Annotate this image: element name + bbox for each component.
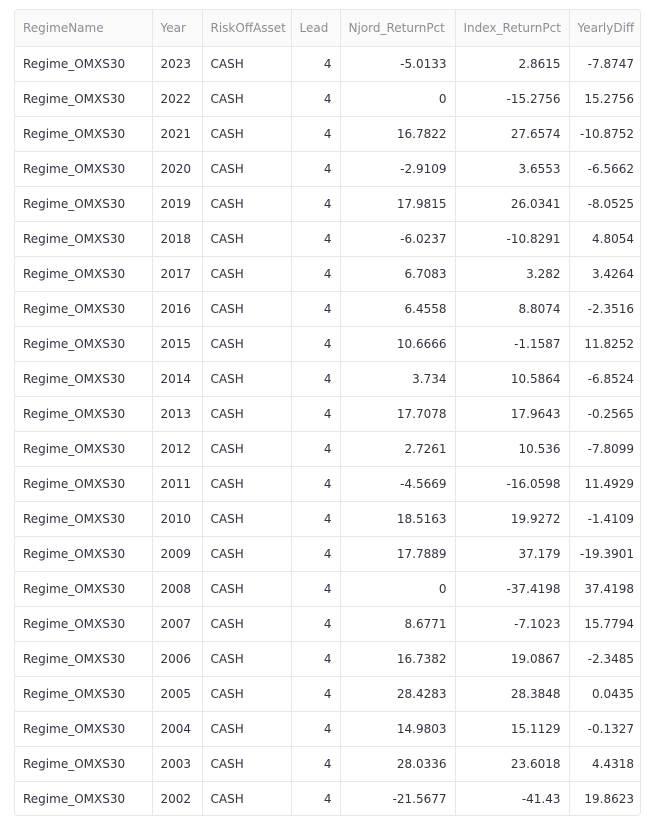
cell-yearlydiff[interactable]: -7.8099 [569, 431, 641, 466]
cell-yearlydiff[interactable]: -0.2565 [569, 396, 641, 431]
table-row[interactable] [15, 536, 641, 571]
cell-njord-returnpct[interactable]: 10.6666 [340, 326, 455, 361]
cell-year[interactable]: 2013 [152, 396, 202, 431]
cell-index-returnpct[interactable]: -16.0598 [455, 466, 569, 501]
column-header-year[interactable]: Year [152, 10, 202, 46]
cell-index-returnpct[interactable]: 23.6018 [455, 746, 569, 781]
cell-njord-returnpct[interactable]: 6.7083 [340, 256, 455, 291]
results-table [15, 10, 641, 816]
cell-lead[interactable]: 4 [291, 641, 340, 676]
cell-riskoffasset[interactable]: CASH [202, 431, 291, 466]
cell-riskoffasset[interactable]: CASH [202, 221, 291, 256]
cell-regimename[interactable]: Regime_OMXS30 [15, 431, 152, 466]
cell-year[interactable]: 2014 [152, 361, 202, 396]
cell-yearlydiff[interactable]: 15.7794 [569, 606, 641, 641]
column-header-yearlydiff[interactable]: YearlyDiff [569, 10, 641, 46]
cell-njord-returnpct[interactable]: 18.5163 [340, 501, 455, 536]
cell-lead[interactable]: 4 [291, 536, 340, 571]
cell-riskoffasset[interactable]: CASH [202, 291, 291, 326]
cell-index-returnpct[interactable]: 27.6574 [455, 116, 569, 151]
cell-riskoffasset[interactable]: CASH [202, 746, 291, 781]
cell-riskoffasset[interactable]: CASH [202, 781, 291, 816]
cell-index-returnpct[interactable]: 3.282 [455, 256, 569, 291]
cell-index-returnpct[interactable]: 19.0867 [455, 641, 569, 676]
cell-index-returnpct[interactable]: 19.9272 [455, 501, 569, 536]
cell-regimename[interactable]: Regime_OMXS30 [15, 256, 152, 291]
cell-njord-returnpct[interactable]: 2.7261 [340, 431, 455, 466]
cell-yearlydiff[interactable]: 4.8054 [569, 221, 641, 256]
table-row[interactable] [15, 361, 641, 396]
cell-riskoffasset[interactable]: CASH [202, 676, 291, 711]
cell-njord-returnpct[interactable]: 17.7889 [340, 536, 455, 571]
cell-njord-returnpct[interactable]: -4.5669 [340, 466, 455, 501]
cell-year[interactable]: 2007 [152, 606, 202, 641]
table-row[interactable] [15, 746, 641, 781]
cell-year[interactable]: 2021 [152, 116, 202, 151]
cell-lead[interactable]: 4 [291, 151, 340, 186]
table-row[interactable] [15, 466, 641, 501]
cell-njord-returnpct[interactable]: -6.0237 [340, 221, 455, 256]
table-row[interactable] [15, 151, 641, 186]
table-row[interactable] [15, 781, 641, 816]
cell-njord-returnpct[interactable]: 0 [340, 571, 455, 606]
cell-regimename[interactable]: Regime_OMXS30 [15, 151, 152, 186]
cell-lead[interactable]: 4 [291, 746, 340, 781]
cell-regimename[interactable]: Regime_OMXS30 [15, 536, 152, 571]
cell-njord-returnpct[interactable]: 28.0336 [340, 746, 455, 781]
column-header-lead[interactable]: Lead [291, 10, 340, 46]
cell-index-returnpct[interactable]: 2.8615 [455, 46, 569, 81]
cell-yearlydiff[interactable]: -10.8752 [569, 116, 641, 151]
cell-yearlydiff[interactable]: -2.3516 [569, 291, 641, 326]
cell-year[interactable]: 2011 [152, 466, 202, 501]
cell-riskoffasset[interactable]: CASH [202, 46, 291, 81]
cell-riskoffasset[interactable]: CASH [202, 466, 291, 501]
cell-regimename[interactable]: Regime_OMXS30 [15, 361, 152, 396]
cell-year[interactable]: 2016 [152, 291, 202, 326]
cell-year[interactable]: 2006 [152, 641, 202, 676]
cell-lead[interactable]: 4 [291, 396, 340, 431]
cell-year[interactable]: 2023 [152, 46, 202, 81]
cell-riskoffasset[interactable]: CASH [202, 501, 291, 536]
cell-regimename[interactable]: Regime_OMXS30 [15, 606, 152, 641]
cell-index-returnpct[interactable]: 10.5864 [455, 361, 569, 396]
cell-riskoffasset[interactable]: CASH [202, 396, 291, 431]
cell-lead[interactable]: 4 [291, 256, 340, 291]
cell-regimename[interactable]: Regime_OMXS30 [15, 466, 152, 501]
cell-year[interactable]: 2010 [152, 501, 202, 536]
cell-lead[interactable]: 4 [291, 571, 340, 606]
cell-lead[interactable]: 4 [291, 46, 340, 81]
table-row[interactable] [15, 326, 641, 361]
cell-regimename[interactable]: Regime_OMXS30 [15, 746, 152, 781]
cell-riskoffasset[interactable]: CASH [202, 326, 291, 361]
cell-index-returnpct[interactable]: 8.8074 [455, 291, 569, 326]
cell-index-returnpct[interactable]: -7.1023 [455, 606, 569, 641]
cell-njord-returnpct[interactable]: 17.9815 [340, 186, 455, 221]
cell-njord-returnpct[interactable]: 16.7822 [340, 116, 455, 151]
column-header-regimename[interactable]: RegimeName [15, 10, 152, 46]
table-row[interactable] [15, 396, 641, 431]
cell-riskoffasset[interactable]: CASH [202, 571, 291, 606]
cell-yearlydiff[interactable]: 15.2756 [569, 81, 641, 116]
cell-lead[interactable]: 4 [291, 431, 340, 466]
cell-year[interactable]: 2020 [152, 151, 202, 186]
cell-lead[interactable]: 4 [291, 676, 340, 711]
cell-regimename[interactable]: Regime_OMXS30 [15, 641, 152, 676]
column-header-njord-returnpct[interactable]: Njord_ReturnPct [340, 10, 455, 46]
table-row[interactable] [15, 291, 641, 326]
cell-regimename[interactable]: Regime_OMXS30 [15, 571, 152, 606]
cell-lead[interactable]: 4 [291, 781, 340, 816]
cell-regimename[interactable]: Regime_OMXS30 [15, 711, 152, 746]
table-row[interactable] [15, 186, 641, 221]
cell-riskoffasset[interactable]: CASH [202, 186, 291, 221]
cell-regimename[interactable]: Regime_OMXS30 [15, 326, 152, 361]
cell-yearlydiff[interactable]: -1.4109 [569, 501, 641, 536]
cell-index-returnpct[interactable]: 37.179 [455, 536, 569, 571]
cell-lead[interactable]: 4 [291, 361, 340, 396]
cell-njord-returnpct[interactable]: 17.7078 [340, 396, 455, 431]
cell-yearlydiff[interactable]: -8.0525 [569, 186, 641, 221]
cell-njord-returnpct[interactable]: 0 [340, 81, 455, 116]
cell-lead[interactable]: 4 [291, 186, 340, 221]
cell-year[interactable]: 2004 [152, 711, 202, 746]
cell-index-returnpct[interactable]: 26.0341 [455, 186, 569, 221]
cell-lead[interactable]: 4 [291, 291, 340, 326]
cell-regimename[interactable]: Regime_OMXS30 [15, 676, 152, 711]
table-row[interactable] [15, 641, 641, 676]
cell-riskoffasset[interactable]: CASH [202, 641, 291, 676]
cell-year[interactable]: 2003 [152, 746, 202, 781]
table-row[interactable] [15, 606, 641, 641]
cell-njord-returnpct[interactable]: 14.9803 [340, 711, 455, 746]
cell-regimename[interactable]: Regime_OMXS30 [15, 81, 152, 116]
cell-riskoffasset[interactable]: CASH [202, 256, 291, 291]
table-row[interactable] [15, 711, 641, 746]
cell-riskoffasset[interactable]: CASH [202, 361, 291, 396]
cell-regimename[interactable]: Regime_OMXS30 [15, 396, 152, 431]
cell-lead[interactable]: 4 [291, 81, 340, 116]
cell-index-returnpct[interactable]: 3.6553 [455, 151, 569, 186]
cell-lead[interactable]: 4 [291, 326, 340, 361]
cell-lead[interactable]: 4 [291, 606, 340, 641]
cell-yearlydiff[interactable]: 0.0435 [569, 676, 641, 711]
cell-yearlydiff[interactable]: -19.3901 [569, 536, 641, 571]
cell-njord-returnpct[interactable]: 28.4283 [340, 676, 455, 711]
dataframe-table-frame [14, 9, 641, 816]
cell-njord-returnpct[interactable]: 8.6771 [340, 606, 455, 641]
cell-yearlydiff[interactable]: -6.5662 [569, 151, 641, 186]
cell-index-returnpct[interactable]: 17.9643 [455, 396, 569, 431]
cell-njord-returnpct[interactable]: 16.7382 [340, 641, 455, 676]
cell-year[interactable]: 2012 [152, 431, 202, 466]
cell-yearlydiff[interactable]: 19.8623 [584, 791, 634, 806]
cell-index-returnpct[interactable]: 28.3848 [455, 676, 569, 711]
cell-riskoffasset[interactable]: CASH [202, 151, 291, 186]
cell-riskoffasset[interactable]: CASH [202, 536, 291, 571]
cell-riskoffasset[interactable]: CASH [202, 606, 291, 641]
cell-index-returnpct[interactable]: 15.1129 [455, 711, 569, 746]
cell-riskoffasset[interactable]: CASH [202, 711, 291, 746]
cell-yearlydiff[interactable]: -7.8747 [569, 46, 641, 81]
cell-regimename[interactable]: Regime_OMXS30 [15, 221, 152, 256]
cell-index-returnpct[interactable]: -10.8291 [455, 221, 569, 256]
cell-year[interactable]: 2022 [152, 81, 202, 116]
table-row[interactable] [15, 221, 641, 256]
cell-yearlydiff[interactable]: 11.4929 [569, 466, 641, 501]
cell-njord-returnpct[interactable]: -5.0133 [340, 46, 455, 81]
cell-yearlydiff[interactable]: 3.4264 [569, 256, 641, 291]
cell-year[interactable]: 2008 [152, 571, 202, 606]
cell-year[interactable]: 2017 [152, 256, 202, 291]
cell-year[interactable]: 2002 [152, 781, 202, 816]
cell-njord-returnpct[interactable]: -2.9109 [340, 151, 455, 186]
header-row [15, 10, 641, 46]
cell-njord-returnpct[interactable]: 3.734 [340, 361, 455, 396]
cell-riskoffasset[interactable]: CASH [202, 116, 291, 151]
cell-year[interactable]: 2009 [152, 536, 202, 571]
table-row[interactable] [15, 501, 641, 536]
cell-index-returnpct[interactable]: 10.536 [455, 431, 569, 466]
cell-year[interactable]: 2018 [152, 221, 202, 256]
table-row[interactable] [15, 676, 641, 711]
cell-regimename[interactable]: Regime_OMXS30 [15, 291, 152, 326]
cell-index-returnpct[interactable]: -41.43 [455, 781, 569, 816]
cell-yearlydiff[interactable]: -0.1327 [569, 711, 641, 746]
table-body [15, 46, 641, 816]
cell-lead[interactable]: 4 [291, 501, 340, 536]
table-row[interactable] [15, 571, 641, 606]
cell-year[interactable]: 2019 [152, 186, 202, 221]
cell-regimename[interactable]: Regime_OMXS30 [15, 781, 152, 816]
cell-index-returnpct[interactable]: -15.2756 [455, 81, 569, 116]
cell-yearlydiff[interactable]: 37.4198 [569, 571, 641, 606]
table-row[interactable] [15, 81, 641, 116]
cell-index-returnpct[interactable]: -37.4198 [455, 571, 569, 606]
column-header-riskoffasset[interactable]: RiskOffAsset [202, 10, 291, 46]
table-row[interactable] [15, 46, 641, 81]
cell-riskoffasset[interactable]: CASH [202, 81, 291, 116]
cell-lead[interactable]: 4 [291, 116, 340, 151]
cell-year[interactable]: 2015 [152, 326, 202, 361]
cell-regimename[interactable]: Regime_OMXS30 [15, 186, 152, 221]
cell-yearlydiff[interactable]: -2.3485 [569, 641, 641, 676]
cell-yearlydiff[interactable]: 11.8252 [569, 326, 641, 361]
cell-njord-returnpct[interactable]: -21.5677 [340, 781, 455, 816]
cell-lead[interactable]: 4 [291, 221, 340, 256]
table-row[interactable] [15, 256, 641, 291]
table-row[interactable] [15, 431, 641, 466]
cell-njord-returnpct[interactable]: 6.4558 [340, 291, 455, 326]
table-row[interactable] [15, 116, 641, 151]
cell-regimename[interactable]: Regime_OMXS30 [15, 116, 152, 151]
cell-lead[interactable]: 4 [291, 466, 340, 501]
cell-yearlydiff[interactable]: 4.4318 [569, 746, 641, 781]
cell-index-returnpct[interactable]: -1.1587 [455, 326, 569, 361]
column-header-index-returnpct[interactable]: Index_ReturnPct [455, 10, 569, 46]
cell-yearlydiff[interactable]: -6.8524 [569, 361, 641, 396]
cell-lead[interactable]: 4 [291, 711, 340, 746]
cell-year[interactable]: 2005 [152, 676, 202, 711]
cell-regimename[interactable]: Regime_OMXS30 [15, 46, 152, 81]
cell-regimename[interactable]: Regime_OMXS30 [15, 501, 152, 536]
